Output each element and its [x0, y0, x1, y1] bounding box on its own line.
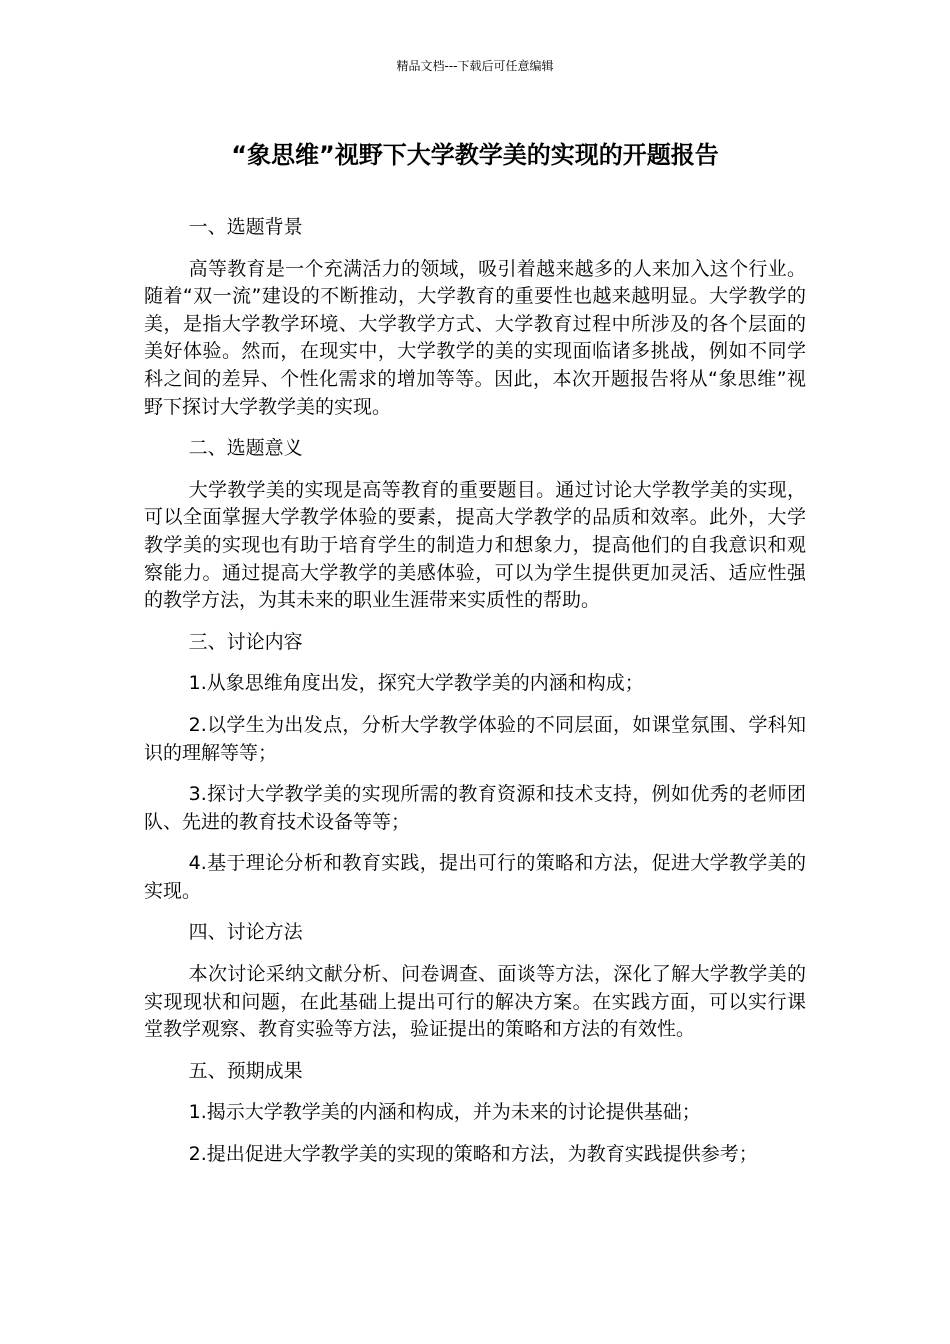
paragraph: 本次讨论采纳文献分析、问卷调查、面谈等方法，深化了解大学教学美的实现现状和问题，在此基础上提出可行的解决方案。在实践方面，可以实行课堂教学观察、教育实验等方法，验证提出的策略和方法的有效性。 — [144, 963, 806, 1041]
list-item: 2.提出促进大学教学美的实现的策略和方法，为教育实践提供参考； — [188, 1143, 758, 1166]
paragraph: 高等教育是一个充满活力的领域，吸引着越来越多的人来加入这个行业。随着“双一流”建设的不断推动，大学教育的重要性也越来越明显。大学教学的美，是指大学教学环境、大学教学方式、大学教育过程中所涉及的各个层面的美好体验。然而，在现实中，大学教学的美的实现面临诸多挑战，例如不同学科之间的差异、个性化需求的增加等等。因此，本次开题报告将从“象思维”视野下探讨大学教学美的实现。 — [144, 257, 806, 418]
list-item: 2.以学生为出发点，分析大学教学体验的不同层面，如课堂氛围、学科知识的理解等等； — [144, 713, 806, 764]
section-heading: 五、预期成果 — [188, 1059, 303, 1082]
section-heading: 二、选题意义 — [188, 437, 303, 460]
list-item: 1.揭示大学教学美的内涵和构成，并为未来的讨论提供基础； — [188, 1101, 701, 1124]
list-item: 1.从象思维角度出发，探究大学教学美的内涵和构成； — [188, 672, 644, 695]
section-heading: 四、讨论方法 — [188, 921, 303, 944]
header-note: 精品文档---下载后可任意编辑 — [396, 59, 554, 73]
section-heading: 三、讨论内容 — [188, 630, 303, 653]
list-item: 4.基于理论分析和教育实践，提出可行的策略和方法，促进大学教学美的实现。 — [144, 852, 806, 902]
list-item: 3.探讨大学教学美的实现所需的教育资源和技术支持，例如优秀的老师团队、先进的教育技术设备等等； — [144, 783, 806, 833]
document-body — [144, 214, 806, 1183]
paragraph: 大学教学美的实现是高等教育的重要题目。通过讨论大学教学美的实现，可以全面掌握大学教学体验的要素，提高大学教学的品质和效率。此外，大学教学美的实现也有助于培育学生的制造力和想象力，提高他们的自我意识和观察能力。通过提高大学教学的美感体验，可以为学生提供更加灵活、适应性强的教学方法，为其未来的职业生涯带来实质性的帮助。 — [144, 478, 806, 612]
section-heading: 一、选题背景 — [188, 216, 303, 238]
document-title: “象思维”视野下大学教学美的实现的开题报告 — [231, 141, 719, 169]
